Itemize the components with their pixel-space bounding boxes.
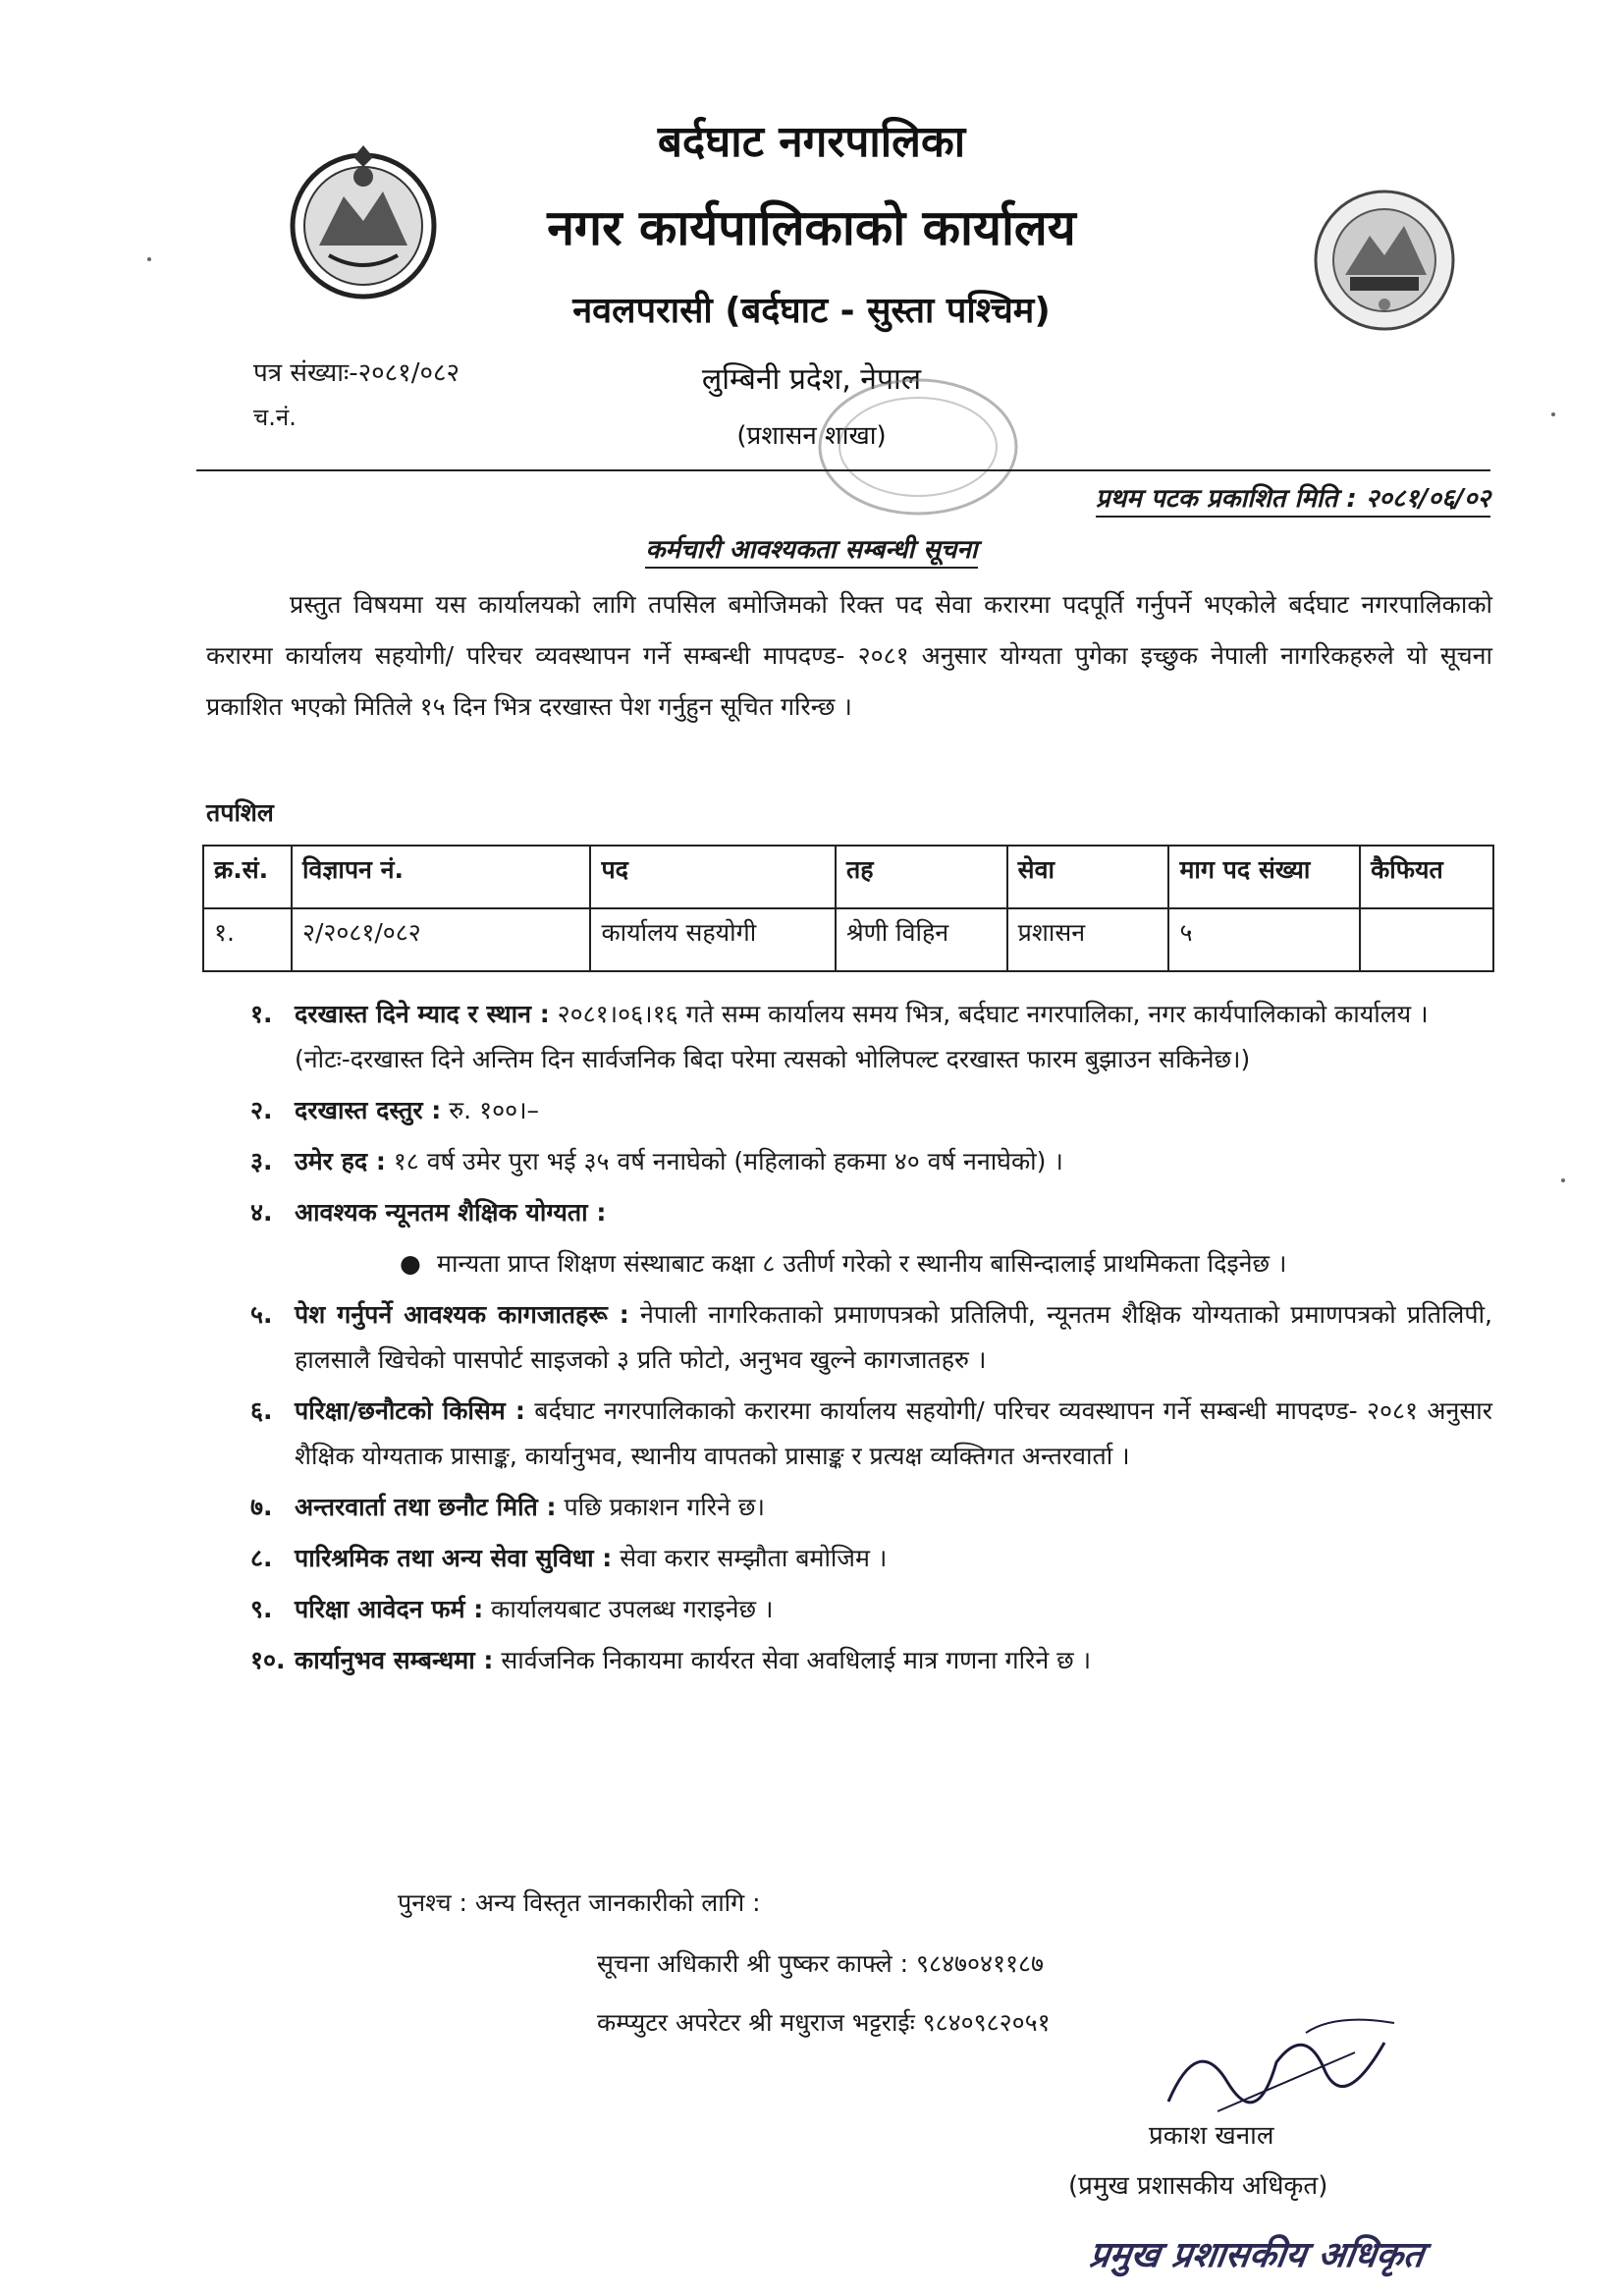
scan-speck [1561,1178,1565,1182]
signatory-name: प्रकाश खनाल [1149,2121,1274,2151]
schedule-label: तपशिल [206,798,274,827]
postscript: पुनश्च : अन्य विस्तृत जानकारीको लागि : [398,1888,761,1917]
cell-serial: १. [203,908,292,971]
col-post: पद [590,846,836,908]
bullet-icon: ● [400,1249,421,1278]
col-level: तह [836,846,1007,908]
scan-speck [1551,412,1555,416]
office-stamp-icon [805,368,1031,525]
list-item: ७. अन्तरवार्ता तथा छनौट मिति : पछि प्रकाशन गरिने छ। [250,1493,765,1521]
table-header-row [203,846,1493,908]
col-posts-count: माग पद संख्या [1168,846,1360,908]
branch-name: (प्रशासन शाखा) [736,421,887,451]
office-name: नगर कार्यपालिकाको कार्यालय [547,199,1076,256]
table-row [203,908,1493,971]
intro-paragraph: प्रस्तुत विषयमा यस कार्यालयको लागि तपसिल बमोजिमको रिक्त पद सेवा करारमा पदपूर्ति गर्नुपर्ने भएकोले बर्दघाट नगरपालिकाको करारमा कार्यालय सहयोगी/ परिचर व्यवस्थापन गर्ने सम्बन्धी मापदण्ड- २०८१ अनुसार योग्यता पुगेका इच्छुक नेपाली नागरिकहरुले यो सूचना प्रकाशित भएको मितिले १५ दिन भित्र दरखास्त पेश गर्नुहुन सूचित गरिन्छ । [206,590,1492,721]
col-service: सेवा [1007,846,1169,908]
cell-service: प्रशासन [1007,908,1169,971]
col-advt-no: विज्ञापन नं. [292,846,591,908]
signature-icon [1159,1994,1414,2131]
vacancy-table [202,845,1494,972]
list-item: ९. परिक्षा आवेदन फर्म : कार्यालयबाट उपलब्ध गराइनेछ । [250,1595,774,1623]
conditions-list [250,992,1492,1689]
letter-number: पत्र संख्याः-२०८१/०८२ [253,358,460,388]
cell-remarks [1360,908,1493,971]
notice-title: कर्मचारी आवश्यकता सम्बन्धी सूचना [0,530,1623,566]
list-item: १. दरखास्त दिने म्याद र स्थान : २०८१।०६।१६ गते सम्म कार्यालय समय भित्र, बर्दघाट नगरपालिका, नगर कार्यपालिकाको कार्यालय । (नोटः-दरखास्त दिने अन्तिम दिन सार्वजनिक बिदा परेमा त्यसको भोलिपल्ट दरखास्त फारम बुझाउन सकिनेछ।) [250,992,1492,1082]
cell-post: कार्यालय सहयोगी [590,908,836,971]
district-name: नवलपरासी (बर्दघाट - सुस्ता पश्चिम) [572,291,1051,331]
col-remarks: कैफियत [1360,846,1493,908]
province-name: लुम्बिनी प्रदेश, नेपाल [701,362,922,397]
info-officer-contact: सूचना अधिकारी श्री पुष्कर काफ्ले : ९८४७०४११८७ [597,1949,1045,1978]
cell-advt-no: २/२०८१/०८२ [292,908,591,971]
list-item: ६. परिक्षा/छनौटको किसिम : बर्दघाट नगरपालिकाको करारमा कार्यालय सहयोगी/ परिचर व्यवस्थापन गर्ने सम्बन्धी मापदण्ड- २०८१ अनुसार शैक्षिक योग्यताक प्रासाङ्क, कार्यानुभव, स्थानीय वापतको प्रासाङ्क र प्रत्यक्ष व्यक्तिगत अन्तरवार्ता । [250,1396,1492,1470]
list-item: १०. कार्यानुभव सम्बन्धमा : सार्वजनिक निकायमा कार्यरत सेवा अवधिलाई मात्र गणना गरिने छ । [250,1646,1092,1674]
list-item: ४. आवश्यक न्यूनतम शैक्षिक योग्यता : [250,1198,607,1227]
list-item: ८. पारिश्रमिक तथा अन्य सेवा सुविधा : सेवा करार सम्झौता बमोजिम । [250,1544,888,1572]
qualification-bullet: ● मान्यता प्राप्त शिक्षण संस्थाबाट कक्षा ८ उतीर्ण गरेको र स्थानीय बासिन्दालाई प्राथमिकता दिइनेछ । [250,1241,1492,1286]
municipality-name: बर्दघाट नगरपालिका [657,117,966,167]
dispatch-number: च.नं. [253,404,297,431]
cell-level: श्रेणी विहिन [836,908,1007,971]
header-divider [196,469,1490,471]
list-item: २. दरखास्त दस्तुर : रु. १००।– [250,1096,540,1124]
cell-posts-count: ५ [1168,908,1360,971]
list-item: ५. पेश गर्नुपर्ने आवश्यक कागजातहरू : नेपाली नागरिकताको प्रमाणपत्रको प्रतिलिपी, न्यूनतम शैक्षिक योग्यताको प्रमाणपत्रको प्रतिलिपी, हालसालै खिचेको पासपोर्ट साइजको ३ प्रति फोटो, अनुभव खुल्ने कागजातहरु । [250,1300,1492,1374]
list-item: ३. उमेर हद : १८ वर्ष उमेर पुरा भई ३५ वर्ष ननाघेको (महिलाको हकमा ४० वर्ष ननाघेको) । [250,1147,1063,1175]
scan-speck [147,257,151,261]
operator-contact: कम्प्युटर अपरेटर श्री मधुराज भट्टराईः ९८४०९८२०५१ [597,2008,1051,2037]
designation-stamp: प्रमुख प्रशासकीय अधिकृत [1086,2235,1427,2275]
signatory-title: (प्रमुख प्रशासकीय अधिकृत) [1068,2171,1328,2201]
col-serial: क्र.सं. [203,846,292,908]
published-date: प्रथम पटक प्रकाशित मिति : २०८१/०६/०२ [1096,479,1490,515]
deadline-note: (नोटः-दरखास्त दिने अन्तिम दिन सार्वजनिक बिदा परेमा त्यसको भोलिपल्ट दरखास्त फारम बुझाउन सकिनेछ।) [295,1045,1251,1073]
